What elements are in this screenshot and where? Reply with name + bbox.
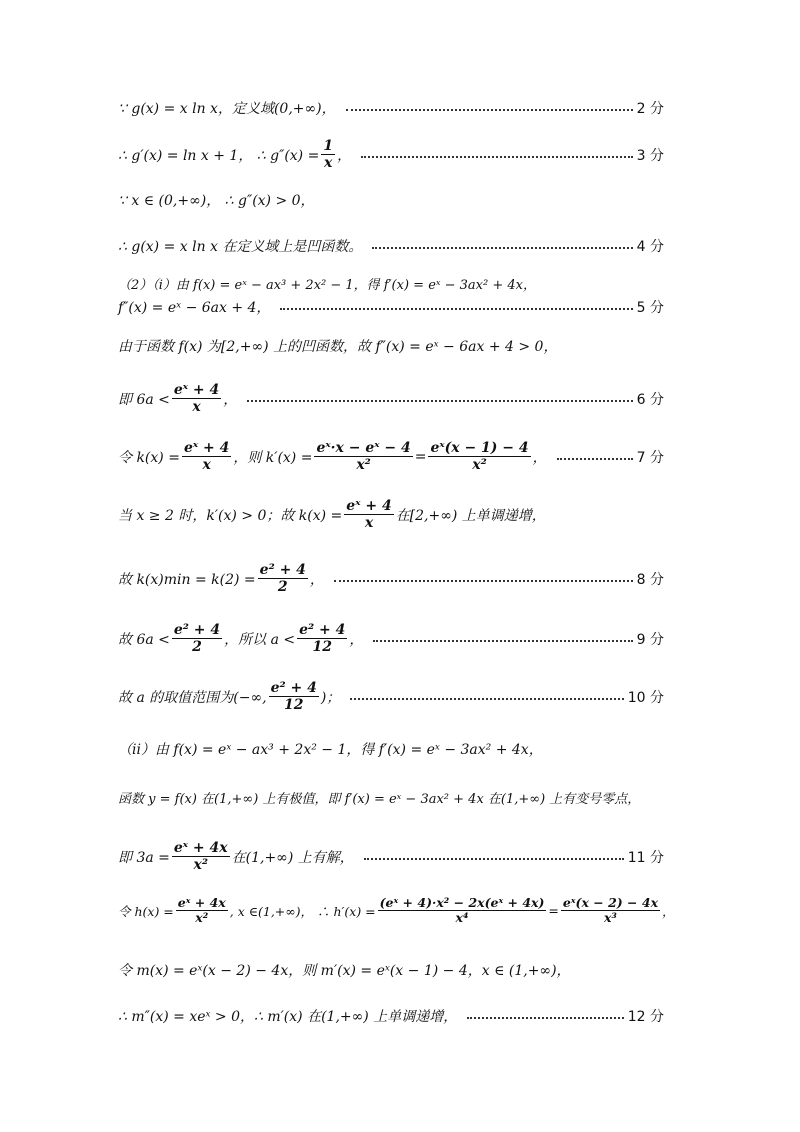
numerator: eˣ + 4x — [177, 895, 226, 910]
solution-line-14 — [118, 739, 664, 759]
numerator: eˣ(x − 2) − 4x — [562, 895, 659, 910]
line-suffix: )； — [320, 689, 341, 706]
solution-line-3 — [118, 190, 664, 210]
line-suffix: ， — [223, 391, 238, 408]
denominator: 2 — [277, 579, 288, 596]
numerator: e² + 4 — [299, 622, 346, 638]
solution-line-15 — [118, 788, 664, 807]
line-suffix: 在[2,+∞) 上单调递增， — [395, 507, 546, 524]
fraction — [269, 680, 319, 713]
dot-leader — [364, 858, 624, 860]
solution-line-7 — [118, 336, 664, 356]
denominator: x — [324, 155, 333, 172]
dot-leader — [280, 308, 632, 310]
line-mid: , x ∈(1,+∞)， ∴ h′(x) = — [229, 903, 376, 919]
line-text: 令 m(x) = eˣ(x − 2) − 4x，则 m′(x) = eˣ(x − 1) − 4，x ∈ (1,+∞)， — [118, 963, 571, 979]
fraction — [428, 440, 530, 473]
numerator: 1 — [323, 138, 334, 154]
dot-leader — [467, 1017, 624, 1019]
dot-leader — [361, 156, 633, 158]
numerator: eˣ + 4 — [173, 382, 220, 398]
dot-leader — [557, 458, 633, 460]
line-mid: ，则 k′(x) = — [233, 449, 313, 466]
line-mid: ，所以 a < — [224, 631, 296, 648]
numerator: eˣ + 4 — [183, 440, 230, 456]
numerator: e² + 4 — [259, 562, 306, 578]
numerator: eˣ(x − 1) − 4 — [430, 440, 529, 456]
score-label: 11 分 — [627, 849, 664, 866]
denominator: x² — [195, 910, 209, 926]
fraction — [297, 622, 347, 655]
solution-line-16 — [118, 840, 664, 873]
score-label: 4 分 — [636, 239, 664, 255]
denominator: x — [192, 399, 201, 416]
dot-leader — [350, 698, 623, 700]
line-text: （2）（i）由 f(x) = eˣ − ax³ + 2x² − 1，得 f′(x) = eˣ − 3ax² + 4x， — [118, 278, 536, 293]
numerator: e² + 4 — [270, 680, 317, 696]
line-text: 令 k(x) = — [118, 449, 180, 466]
solution-line-9 — [118, 440, 664, 473]
denominator: 12 — [283, 697, 304, 714]
solution-line-12 — [118, 622, 664, 655]
fraction — [378, 896, 547, 926]
solution-line-10 — [118, 498, 664, 531]
denominator: x³ — [603, 910, 617, 926]
solution-line-18 — [118, 960, 664, 980]
line-suffix: ， — [309, 571, 324, 588]
line-text: f″(x) = eˣ − 6ax + 4， — [118, 300, 271, 316]
denominator: x² — [472, 457, 487, 474]
denominator: 2 — [192, 639, 202, 656]
line-mid: = — [414, 448, 427, 465]
score-label: 5 分 — [636, 300, 664, 316]
line-text: 故 a 的取值范围为(−∞, — [118, 689, 267, 706]
line-suffix: ， — [337, 147, 352, 164]
numerator: (eˣ + 4)·x² − 2x(eˣ + 4x) — [379, 895, 545, 910]
fraction — [172, 840, 230, 873]
denominator: x² — [356, 457, 371, 474]
line-text: 即 6a < — [118, 391, 170, 408]
score-label: 3 分 — [636, 147, 664, 164]
line-suffix: ， — [662, 903, 675, 919]
dot-leader — [346, 109, 633, 111]
line-suffix: 在(1,+∞) 上有解， — [231, 849, 354, 866]
numerator: e² + 4 — [173, 622, 221, 638]
line-text: ∴ g′(x) = ln x + 1， ∴ g″(x) = — [118, 147, 320, 164]
solution-line-1 — [118, 98, 664, 118]
line-text: ∴ g(x) = x ln x 在定义域上是凹函数。 — [118, 239, 363, 255]
solution-line-17 — [118, 895, 675, 926]
fraction — [172, 622, 222, 655]
score-label: 6 分 — [636, 391, 664, 408]
line-text: ∵ x ∈ (0,+∞)， ∴ g″(x) > 0， — [118, 193, 315, 209]
fraction — [172, 382, 221, 415]
solution-line-5 — [118, 274, 664, 293]
line-suffix: ， — [532, 449, 547, 466]
line-text: ∵ g(x) = x ln x，定义域(0,+∞)， — [118, 101, 336, 117]
denominator: x — [202, 457, 211, 474]
solution-line-6 — [118, 297, 664, 317]
line-text: 令 h(x) = — [118, 903, 174, 919]
solution-line-19 — [118, 1006, 664, 1026]
score-label: 7 分 — [636, 449, 664, 466]
score-label: 12 分 — [627, 1009, 664, 1025]
line-text: 故 k(x)min = k(2) = — [118, 571, 256, 588]
numerator: eˣ + 4 — [346, 498, 392, 514]
line-suffix: ， — [349, 631, 364, 648]
line-text: 故 6a < — [118, 631, 170, 648]
line-text: ∴ m″(x) = xeˣ > 0，∴ m′(x) 在(1,+∞) 上单调递增， — [118, 1009, 458, 1025]
dot-leader — [372, 247, 632, 249]
fraction — [314, 440, 412, 473]
fraction — [258, 562, 308, 595]
fraction — [561, 896, 660, 926]
line-text: 由于函数 f(x) 为[2,+∞) 上的凹函数，故 f″(x) = eˣ − 6ax + 4 > 0， — [118, 339, 558, 355]
dot-leader — [334, 580, 633, 582]
denominator: x⁴ — [455, 910, 469, 926]
numerator: eˣ + 4x — [173, 840, 228, 856]
score-label: 8 分 — [636, 571, 664, 588]
solution-line-11 — [118, 562, 664, 595]
fraction — [176, 896, 228, 926]
dot-leader — [247, 400, 632, 402]
score-label: 10 分 — [627, 689, 664, 706]
numerator: eˣ·x − eˣ − 4 — [316, 440, 411, 456]
solution-line-4 — [118, 236, 664, 256]
dot-leader — [373, 640, 632, 642]
fraction — [321, 138, 335, 171]
line-text: 函数 y = f(x) 在(1,+∞) 上有极值，即 f′(x) = eˣ − 3ax² + 4x 在(1,+∞) 上有变号零点， — [118, 792, 641, 807]
solution-line-2 — [118, 138, 664, 171]
solution-line-13 — [118, 680, 664, 713]
score-label: 2 分 — [636, 101, 664, 117]
line-text: 即 3a = — [118, 849, 170, 866]
solution-line-8 — [118, 382, 664, 415]
line-text: 当 x ≥ 2 时，k′(x) > 0；故 k(x) = — [118, 507, 343, 524]
denominator: x — [364, 515, 374, 532]
score-label: 9 分 — [636, 631, 664, 648]
denominator: x² — [193, 857, 208, 874]
fraction — [344, 498, 393, 531]
fraction — [182, 440, 231, 473]
denominator: 12 — [312, 639, 333, 656]
line-mid: = — [548, 903, 559, 919]
line-text: （ii）由 f(x) = eˣ − ax³ + 2x² − 1，得 f′(x) = eˣ − 3ax² + 4x， — [118, 742, 543, 758]
